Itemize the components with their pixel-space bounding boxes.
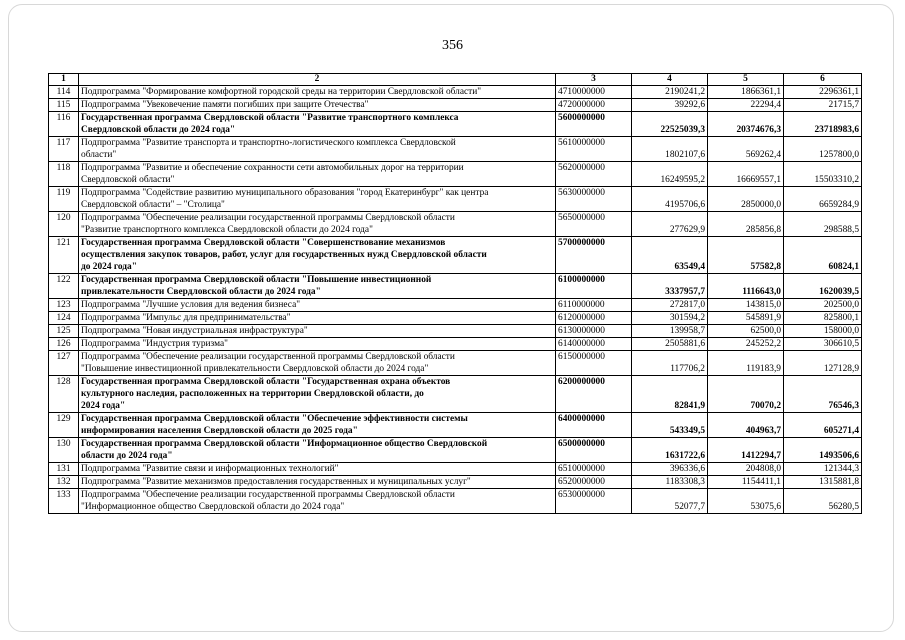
- amount-col5: 16669557,1: [708, 162, 784, 187]
- amount-col4: 22525039,3: [632, 112, 708, 137]
- table-row: [49, 489, 862, 514]
- amount-col4: 277629,9: [632, 212, 708, 237]
- amount-col4: 117706,2: [632, 351, 708, 376]
- amount-col4: 1802107,6: [632, 137, 708, 162]
- amount-col4: 1183308,3: [632, 476, 708, 489]
- amount-col4: 272817,0: [632, 299, 708, 312]
- target-code: 6120000000: [556, 312, 632, 325]
- amount-col6: 202500,0: [784, 299, 862, 312]
- col-header-2: 2: [79, 74, 556, 86]
- amount-col5: 22294,4: [708, 99, 784, 112]
- target-code: 5620000000: [556, 162, 632, 187]
- amount-col5: 1116643,0: [708, 274, 784, 299]
- program-name: Подпрограмма "Формирование комфортной городской среды на территории Свердловской области": [79, 86, 556, 99]
- table-row: [49, 86, 862, 99]
- table-row: [49, 162, 862, 187]
- row-number: 120: [49, 212, 79, 237]
- row-number: 131: [49, 463, 79, 476]
- target-code: 6140000000: [556, 338, 632, 351]
- program-name: Государственная программа Свердловской области "Совершенствование механизмов осуществления закупок товаров, работ, услуг для государственных нужд Свердловской области до 2024 года": [79, 237, 556, 274]
- amount-col5: 53075,6: [708, 489, 784, 514]
- amount-col4: 2505881,6: [632, 338, 708, 351]
- target-code: 5650000000: [556, 212, 632, 237]
- amount-col4: 16249595,2: [632, 162, 708, 187]
- header-row: [49, 74, 862, 86]
- amount-col6: 158000,0: [784, 325, 862, 338]
- target-code: 6510000000: [556, 463, 632, 476]
- target-code: 6400000000: [556, 413, 632, 438]
- col-header-4: 4: [632, 74, 708, 86]
- amount-col4: 139958,7: [632, 325, 708, 338]
- amount-col5: 545891,9: [708, 312, 784, 325]
- amount-col5: 62500,0: [708, 325, 784, 338]
- program-name: Подпрограмма "Развитие механизмов предоставления государственных и муниципальных услуг": [79, 476, 556, 489]
- amount-col5: 143815,0: [708, 299, 784, 312]
- amount-col4: 301594,2: [632, 312, 708, 325]
- program-name: Подпрограмма "Увековечение памяти погибших при защите Отечества": [79, 99, 556, 112]
- amount-col6: 56280,5: [784, 489, 862, 514]
- amount-col6: 76546,3: [784, 376, 862, 413]
- amount-col4: 2190241,2: [632, 86, 708, 99]
- col-header-6: 6: [784, 74, 862, 86]
- program-name: Государственная программа Свердловской области "Повышение инвестиционной привлекательности Свердловской области до 2024 года": [79, 274, 556, 299]
- amount-col6: 1493506,6: [784, 438, 862, 463]
- program-name: Государственная программа Свердловской области "Обеспечение эффективности системы информирования населения Свердловской области до 2025 года": [79, 413, 556, 438]
- row-number: 124: [49, 312, 79, 325]
- amount-col6: 6659284,9: [784, 187, 862, 212]
- amount-col4: 543349,5: [632, 413, 708, 438]
- row-number: 117: [49, 137, 79, 162]
- amount-col6: 306610,5: [784, 338, 862, 351]
- table-row: [49, 299, 862, 312]
- program-name: Подпрограмма "Новая индустриальная инфраструктура": [79, 325, 556, 338]
- target-code: 6500000000: [556, 438, 632, 463]
- row-number: 128: [49, 376, 79, 413]
- target-code: 5630000000: [556, 187, 632, 212]
- table-row: [49, 463, 862, 476]
- target-code: 6530000000: [556, 489, 632, 514]
- amount-col6: 121344,3: [784, 463, 862, 476]
- target-code: 6200000000: [556, 376, 632, 413]
- table-row: [49, 376, 862, 413]
- col-header-3: 3: [556, 74, 632, 86]
- target-code: 5700000000: [556, 237, 632, 274]
- amount-col5: 2850000,0: [708, 187, 784, 212]
- amount-col4: 39292,6: [632, 99, 708, 112]
- table-row: [49, 212, 862, 237]
- table-row: [49, 476, 862, 489]
- page-number: 356: [442, 38, 463, 53]
- row-number: 126: [49, 338, 79, 351]
- amount-col4: 4195706,6: [632, 187, 708, 212]
- table-row: [49, 351, 862, 376]
- program-name: Подпрограмма "Обеспечение реализации государственной программы Свердловской области "Развитие транспортного комплекса Свердловской области до 2024 года": [79, 212, 556, 237]
- table-row: [49, 413, 862, 438]
- amount-col6: 1257800,0: [784, 137, 862, 162]
- program-name: Государственная программа Свердловской области "Государственная охрана объектов культурного наследия, расположенных на территории Свердловской области, до 2024 года": [79, 376, 556, 413]
- row-number: 129: [49, 413, 79, 438]
- program-name: Подпрограмма "Индустрия туризма": [79, 338, 556, 351]
- amount-col5: 57582,8: [708, 237, 784, 274]
- amount-col5: 204808,0: [708, 463, 784, 476]
- target-code: 6100000000: [556, 274, 632, 299]
- row-number: 130: [49, 438, 79, 463]
- amount-col5: 1412294,7: [708, 438, 784, 463]
- amount-col5: 245252,2: [708, 338, 784, 351]
- target-code: 6520000000: [556, 476, 632, 489]
- amount-col6: 2296361,1: [784, 86, 862, 99]
- amount-col6: 298588,5: [784, 212, 862, 237]
- amount-col6: 60824,1: [784, 237, 862, 274]
- row-number: 122: [49, 274, 79, 299]
- col-header-1: 1: [49, 74, 79, 86]
- amount-col6: 127128,9: [784, 351, 862, 376]
- target-code: 6150000000: [556, 351, 632, 376]
- row-number: 127: [49, 351, 79, 376]
- amount-col5: 1866361,1: [708, 86, 784, 99]
- amount-col5: 1154411,1: [708, 476, 784, 489]
- amount-col4: 52077,7: [632, 489, 708, 514]
- table-row: [49, 274, 862, 299]
- amount-col5: 285856,8: [708, 212, 784, 237]
- program-name: Подпрограмма "Импульс для предпринимательства": [79, 312, 556, 325]
- program-name: Подпрограмма "Обеспечение реализации государственной программы Свердловской области "Информационное общество Свердловской области до 2024 года": [79, 489, 556, 514]
- row-number: 118: [49, 162, 79, 187]
- row-number: 115: [49, 99, 79, 112]
- amount-col4: 82841,9: [632, 376, 708, 413]
- row-number: 125: [49, 325, 79, 338]
- table-row: [49, 312, 862, 325]
- amount-col6: 15503310,2: [784, 162, 862, 187]
- amount-col4: 3337957,7: [632, 274, 708, 299]
- amount-col6: 1315881,8: [784, 476, 862, 489]
- row-number: 121: [49, 237, 79, 274]
- program-name: Подпрограмма "Развитие связи и информационных технологий": [79, 463, 556, 476]
- amount-col4: 1631722,6: [632, 438, 708, 463]
- target-code: 6130000000: [556, 325, 632, 338]
- budget-table: [48, 73, 862, 514]
- amount-col6: 21715,7: [784, 99, 862, 112]
- amount-col6: 1620039,5: [784, 274, 862, 299]
- row-number: 123: [49, 299, 79, 312]
- target-code: 5610000000: [556, 137, 632, 162]
- program-name: Государственная программа Свердловской области "Развитие транспортного комплекса Свердловской области до 2024 года": [79, 112, 556, 137]
- table-row: [49, 99, 862, 112]
- table-body: [49, 86, 862, 514]
- amount-col5: 70070,2: [708, 376, 784, 413]
- table-row: [49, 187, 862, 212]
- program-name: Подпрограмма "Содействие развитию муниципального образования "город Екатеринбург" как центра Свердловской области" – "Столица": [79, 187, 556, 212]
- target-code: 5600000000: [556, 112, 632, 137]
- program-name: Подпрограмма "Лучшие условия для ведения бизнеса": [79, 299, 556, 312]
- table-row: [49, 237, 862, 274]
- amount-col4: 63549,4: [632, 237, 708, 274]
- amount-col6: 23718983,6: [784, 112, 862, 137]
- row-number: 116: [49, 112, 79, 137]
- row-number: 132: [49, 476, 79, 489]
- table-row: [49, 325, 862, 338]
- amount-col5: 404963,7: [708, 413, 784, 438]
- table-row: [49, 112, 862, 137]
- amount-col4: 396336,6: [632, 463, 708, 476]
- program-name: Подпрограмма "Развитие и обеспечение сохранности сети автомобильных дорог на территории Свердловской области": [79, 162, 556, 187]
- amount-col6: 605271,4: [784, 413, 862, 438]
- target-code: 4720000000: [556, 99, 632, 112]
- table-row: [49, 137, 862, 162]
- target-code: 6110000000: [556, 299, 632, 312]
- program-name: Подпрограмма "Обеспечение реализации государственной программы Свердловской области "Повышение инвестиционной привлекательности Свердловской области до 2024 года": [79, 351, 556, 376]
- amount-col5: 569262,4: [708, 137, 784, 162]
- table-row: [49, 338, 862, 351]
- col-header-5: 5: [708, 74, 784, 86]
- amount-col5: 119183,9: [708, 351, 784, 376]
- table-row: [49, 438, 862, 463]
- amount-col6: 825800,1: [784, 312, 862, 325]
- target-code: 4710000000: [556, 86, 632, 99]
- row-number: 114: [49, 86, 79, 99]
- row-number: 119: [49, 187, 79, 212]
- row-number: 133: [49, 489, 79, 514]
- program-name: Государственная программа Свердловской области "Информационное общество Свердловской области до 2024 года": [79, 438, 556, 463]
- program-name: Подпрограмма "Развитие транспорта и транспортно-логистического комплекса Свердловской области": [79, 137, 556, 162]
- amount-col5: 20374676,3: [708, 112, 784, 137]
